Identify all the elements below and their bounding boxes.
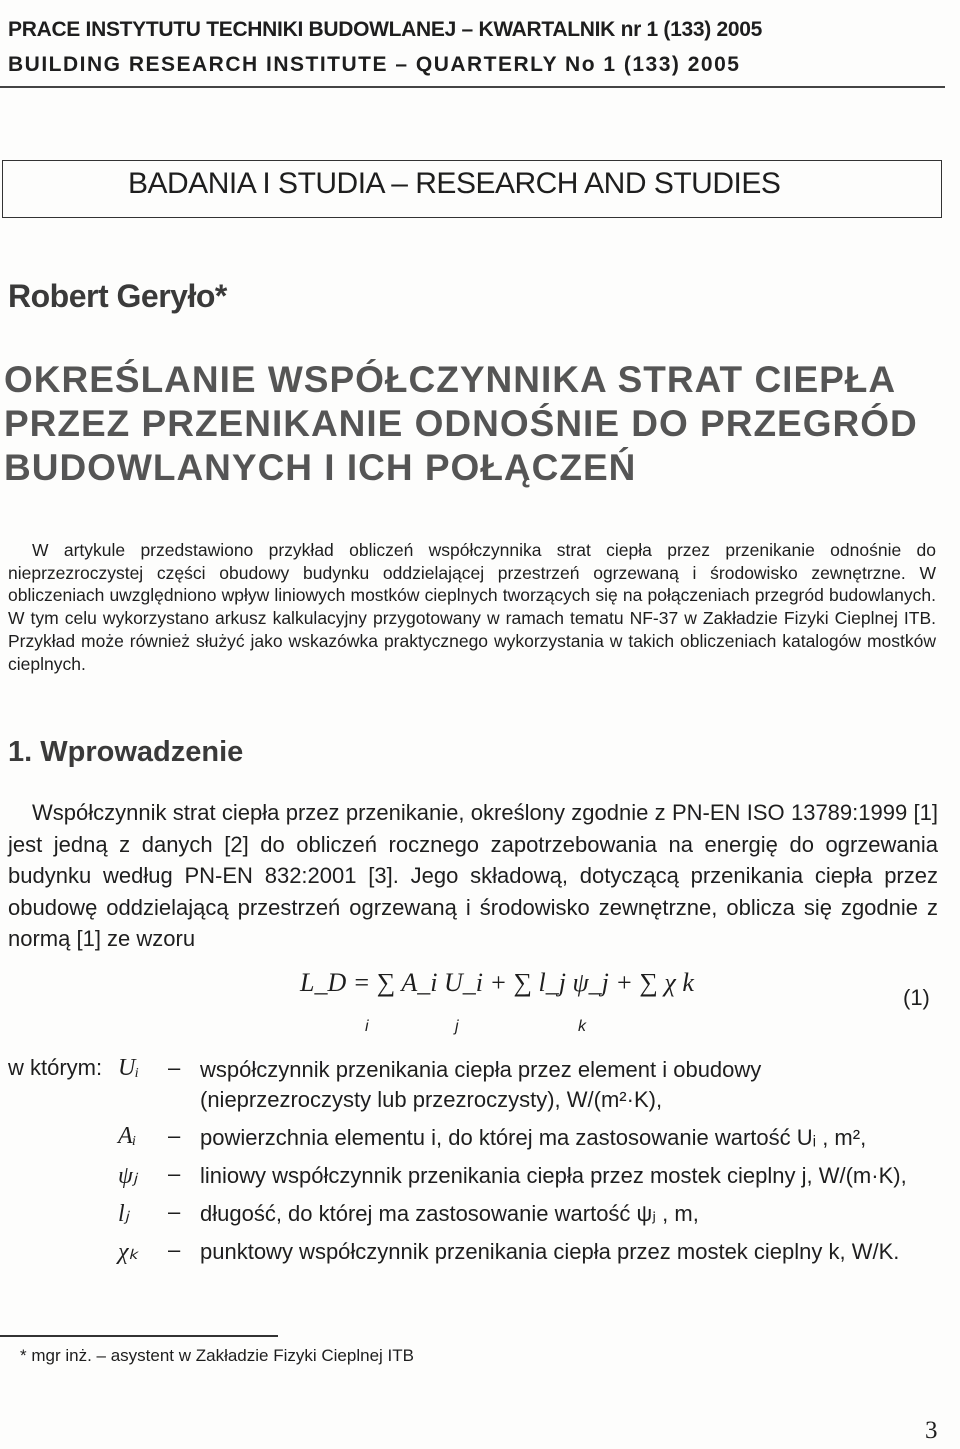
definition-row xyxy=(8,1237,938,1267)
definition-row xyxy=(8,1161,938,1191)
header-rule xyxy=(0,86,945,88)
equation: L_D = ∑ A_i U_i + ∑ l_j ψ_j + ∑ χ k xyxy=(300,968,694,997)
journal-header-pl: PRACE INSTYTUTU TECHNIKI BUDOWLANEJ – KWARTALNIK nr 1 (133) 2005 xyxy=(8,18,762,41)
definitions-list xyxy=(8,1055,938,1275)
footnote-rule xyxy=(0,1335,278,1337)
definition-row xyxy=(8,1123,938,1153)
definition-dash: – xyxy=(168,1161,181,1186)
definition-dash: – xyxy=(168,1237,181,1262)
abstract xyxy=(8,539,936,675)
section-heading: 1. Wprowadzenie xyxy=(8,736,244,768)
definition-text: współczynnik przenikania ciepła przez element i obudowy (nieprzezroczysty lub przezroczysty), W/(m²·K), xyxy=(200,1057,762,1112)
eq-sub-j: j xyxy=(455,1018,459,1035)
definition-symbol: Aᵢ xyxy=(118,1123,137,1149)
definition-text: długość, do której ma zastosowanie wartość ψⱼ , m, xyxy=(200,1201,699,1226)
title-line-3: BUDOWLANYCH I ICH POŁĄCZEŃ xyxy=(4,447,637,488)
abstract-text: W artykule przedstawiono przykład obliczeń współczynnika strat ciepła przez przenikanie odnośnie do nieprzezroczystej części obudowy budynku oddzielającej przestrzeń ogrzewaną i środowisko zewnętrzne. W obliczeniach uwzględniono wpływ liniowych mostków cieplnych tworzących się na połączeniach przegród budowlanych. W tym celu wykorzystano arkusz kalkulacyjny przygotowany w ramach tematu NF-37 w Zakładzie Fizyki Cieplnej ITB. Przykład może również służyć jako wskazówka praktycznego wykorzystania w takich obliczeniach katalogów mostków cieplnych. xyxy=(8,540,936,674)
definition-dash: – xyxy=(168,1123,181,1148)
definition-symbol: χₖ xyxy=(118,1239,139,1265)
definition-symbol: Uᵢ xyxy=(118,1055,140,1081)
title-line-2: PRZEZ PRZENIKANIE ODNOŚNIE DO PRZEGRÓD xyxy=(4,403,918,444)
article-title xyxy=(4,358,918,490)
eq-sub-k: k xyxy=(578,1018,586,1035)
author-name: Robert Geryło* xyxy=(8,278,227,314)
body-text xyxy=(8,797,938,955)
definition-text: liniowy współczynnik przenikania ciepła przez mostek cieplny j, W/(m·K), xyxy=(200,1163,907,1188)
definition-symbol: ψⱼ xyxy=(118,1163,138,1189)
definition-row xyxy=(8,1055,938,1115)
page-number: 3 xyxy=(925,1417,938,1444)
definition-row xyxy=(8,1199,938,1229)
footnote: * mgr inż. – asystent w Zakładzie Fizyki Cieplnej ITB xyxy=(20,1346,414,1365)
definition-symbol: lⱼ xyxy=(118,1201,129,1227)
definition-text: powierzchnia elementu i, do której ma zastosowanie wartość Uᵢ , m², xyxy=(200,1125,867,1150)
equation-number: (1) xyxy=(903,985,930,1010)
title-line-1: OKREŚLANIE WSPÓŁCZYNNIKA STRAT CIEPŁA xyxy=(4,359,897,400)
section-label: BADANIA I STUDIA – RESEARCH AND STUDIES xyxy=(128,167,781,200)
definition-text: punktowy współczynnik przenikania ciepła przez mostek cieplny k, W/K. xyxy=(200,1239,900,1264)
journal-header-en: BUILDING RESEARCH INSTITUTE – QUARTERLY No 1 (133) 2005 xyxy=(8,53,741,76)
definition-dash: – xyxy=(168,1055,181,1080)
definitions-lead: w którym: xyxy=(8,1055,103,1080)
definition-dash: – xyxy=(168,1199,181,1224)
intro-paragraph: Współczynnik strat ciepła przez przenikanie, określony zgodnie z PN-EN ISO 13789:1999 [1] jest jedną z danych [2] do obliczeń rocznego zapotrzebowania na energię do ogrzewania budynku według PN-EN 832:2001 [3]. Jego składową, dotyczącą przenikania ciepła przez obudowę oddzielającą przestrzeń ogrzewaną i środowisko zewnętrzne, oblicza się zgodnie z normą [1] ze wzoru xyxy=(8,800,938,951)
eq-sub-i: i xyxy=(365,1018,369,1035)
